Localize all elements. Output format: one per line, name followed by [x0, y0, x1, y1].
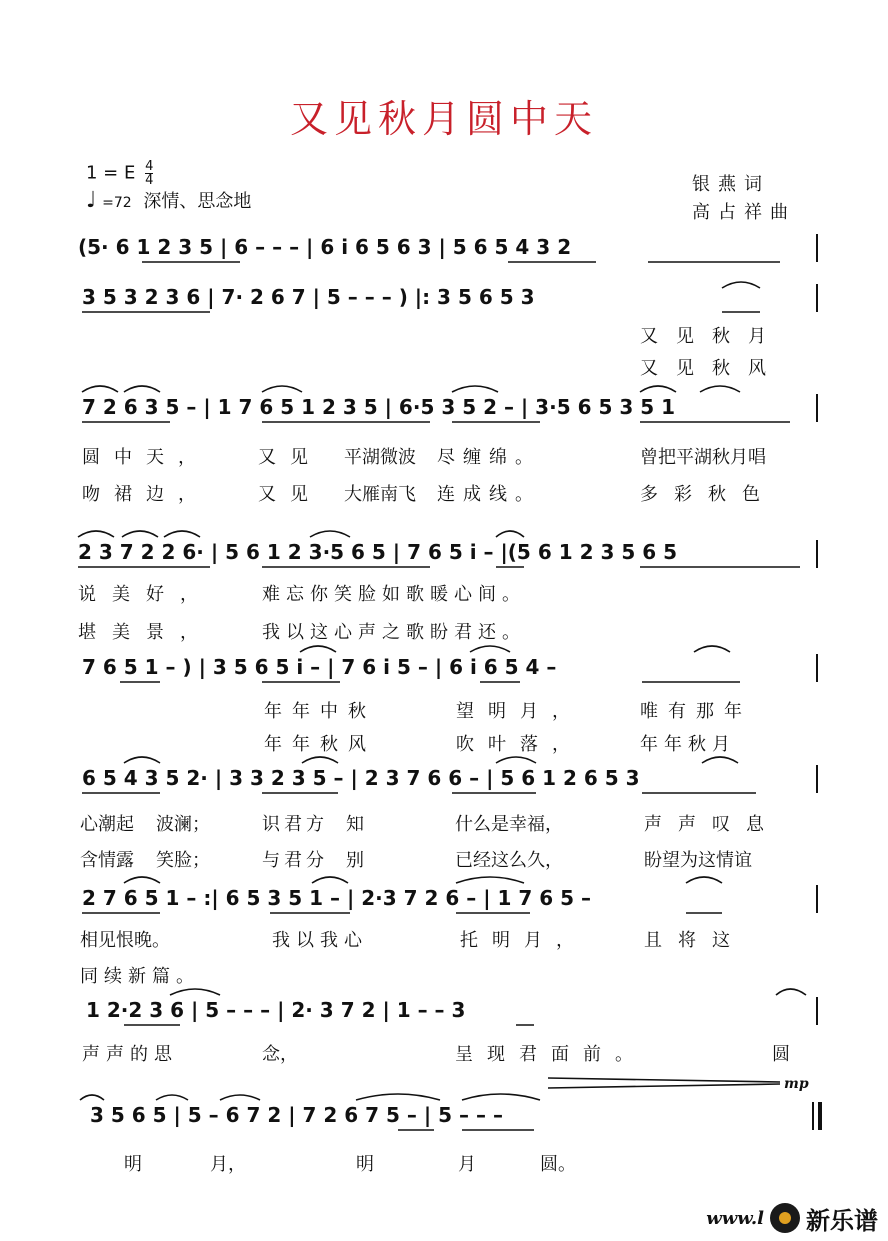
slur	[640, 386, 676, 392]
notation-row-4: 2 3 7 2 2 6· | 5 6 1 2 3·5 6 5 | 7 6 5 i – |(5 6 1 2 3 5 6 5	[78, 540, 678, 564]
notation-row-6: 6 5 4 3 5 2· | 3 3 2 3 5 – | 2 3 7 6 6 – | 5 6 1 2 6 5 3	[82, 766, 640, 790]
slur	[124, 877, 160, 883]
slur	[80, 1095, 104, 1100]
slur	[82, 386, 118, 392]
lyric-segment: 又见	[258, 447, 322, 468]
slur	[496, 531, 524, 537]
expression-mark: 深情、思念地	[143, 191, 252, 212]
lyric-segment: 又见	[258, 484, 322, 505]
slur	[496, 757, 536, 763]
slur	[302, 757, 338, 763]
lyric-segment: 念，	[262, 1044, 298, 1065]
slur	[300, 646, 336, 652]
slur	[78, 531, 114, 537]
lyric-segment: 同续新篇。	[80, 966, 200, 987]
notation-row-3: 7 2 6 3 5 – | 1 7 6 5 1 2 3 5 | 6·5 3 5 2 – | 3·5 6 5 3 5 1	[82, 395, 676, 419]
lyric-segment: 声声叹息	[644, 814, 780, 835]
watermark-brand: 新乐谱	[806, 1206, 878, 1235]
slur	[262, 386, 302, 392]
slur	[702, 757, 738, 763]
slur	[122, 531, 158, 537]
composer-credit: 高占祥曲	[692, 202, 796, 223]
slur	[124, 386, 160, 392]
time-signature: $\frac{4}{4}$	[145, 159, 154, 188]
lyric-segment: 与君分	[262, 850, 328, 871]
lyric-segment: 年年中秋	[264, 701, 376, 722]
lyric-segment: 心潮起	[80, 814, 134, 835]
lyric-segment: 笑脸；	[156, 850, 210, 871]
lyric-segment: 相见恨晚。	[80, 930, 170, 951]
slur	[312, 877, 348, 883]
lyric-segment: 明	[124, 1154, 142, 1175]
lyric-segment: 曾把平湖秋月唱	[640, 447, 766, 468]
lyric-segment: 已经这么久，	[455, 850, 563, 871]
notation-row-2: 3 5 3 2 3 6 | 7· 2 6 7 | 5 – – – ) |: 3 5 6 5 3	[82, 285, 535, 309]
lyric-segment: 连成线。	[437, 484, 541, 505]
lyric-segment: 托明月，	[460, 930, 588, 951]
watermark-url: www.l	[706, 1207, 764, 1229]
key-label: 1 = E	[86, 162, 136, 184]
lyric-segment: 识君方	[262, 814, 328, 835]
lyric-segment: 别	[346, 850, 364, 871]
lyric-segment: 平湖微波	[344, 447, 416, 468]
lyric-segment: 盼望为这情谊	[644, 850, 752, 871]
lyric-segment: 年年秋风	[264, 734, 376, 755]
tempo-value: =72	[102, 195, 132, 211]
notation-row-7: 2 7 6 5 1 – :| 6 5 3 5 1 – | 2·3 7 2 6 – | 1 7 6 5 –	[82, 886, 592, 910]
lyric-segment: 尽缠绵。	[437, 447, 541, 468]
slur	[310, 531, 350, 537]
lyric-segment: 波澜；	[156, 814, 210, 835]
notation-row-8: 1 2·2 3 6 | 5 – – – | 2· 3 7 2 | 1 – – 3	[86, 998, 466, 1022]
diminuendo-hairpin	[548, 1078, 780, 1082]
watermark	[706, 1200, 878, 1236]
notation-row-9: 3 5 6 5 | 5 – 6 7 2 | 7 2 6 7 5 – | 5 – – –	[90, 1103, 503, 1127]
slur	[452, 386, 498, 392]
lyric-segment: 多彩秋色	[640, 484, 776, 505]
lyric-segment: 声声的思	[82, 1044, 178, 1065]
dynamic-mark: mp	[784, 1076, 809, 1092]
lyric-segment: 大雁南飞	[344, 484, 416, 505]
lyric-segment: 我以我心	[272, 930, 368, 951]
music-disc-icon	[770, 1203, 800, 1233]
lyric-segment: 说美好，	[78, 584, 214, 605]
lyric-segment: 且将这	[644, 930, 746, 951]
lyric-segment: 圆中天，	[82, 447, 210, 468]
slur	[700, 386, 740, 392]
lyric-segment: 圆	[772, 1044, 790, 1065]
slur	[694, 646, 730, 652]
lyric-segment: 圆。	[540, 1154, 576, 1175]
lyric-segment: 月	[458, 1154, 476, 1175]
slur	[776, 989, 806, 995]
slur	[124, 757, 160, 763]
slur	[686, 877, 722, 883]
slur	[164, 531, 200, 537]
slur	[156, 1095, 188, 1100]
lyric-line: 又见秋月	[640, 326, 784, 347]
lyric-segment: 年年秋月	[640, 734, 736, 755]
lyric-segment: 知	[346, 814, 364, 835]
lyric-segment: 唯有那年	[640, 701, 752, 722]
slur	[220, 1095, 260, 1100]
slur	[170, 989, 220, 995]
lyric-segment: 呈现君面前。	[455, 1044, 647, 1065]
lyricist-credit: 银燕词	[692, 174, 770, 195]
slur	[462, 1094, 540, 1100]
quarter-note-icon: ♩	[86, 188, 97, 213]
slur	[722, 282, 760, 288]
lyric-segment: 难忘你笑脸如歌暖心间。	[262, 584, 526, 605]
lyric-line: 又见秋风	[640, 358, 784, 379]
lyric-segment: 吻裙边，	[82, 484, 210, 505]
slur	[356, 1094, 440, 1100]
notation-row-5: 7 6 5 1 – ) | 3 5 6 5 i – | 7 6 i 5 – | 6 i 6 5 4 –	[82, 655, 557, 679]
slur	[470, 646, 510, 652]
lyric-segment: 月，	[210, 1154, 246, 1175]
lyric-segment: 我以这心声之歌盼君还。	[262, 622, 526, 643]
notation-row-1: (5· 6 1 2 3 5 | 6 – – – | 6 i 6 5 6 3 | 5 6 5 4 3 2	[78, 235, 572, 259]
page-title: 又见秋月圆中天	[289, 97, 598, 141]
diminuendo-hairpin	[548, 1084, 780, 1088]
lyric-segment: 什么是幸福，	[455, 814, 563, 835]
slur	[456, 877, 524, 883]
lyric-segment: 明	[356, 1154, 374, 1175]
lyric-segment: 吹叶落，	[456, 734, 584, 755]
lyric-segment: 含情露	[80, 850, 134, 871]
lyric-segment: 望明月，	[456, 701, 584, 722]
lyric-segment: 堪美景，	[78, 622, 214, 643]
